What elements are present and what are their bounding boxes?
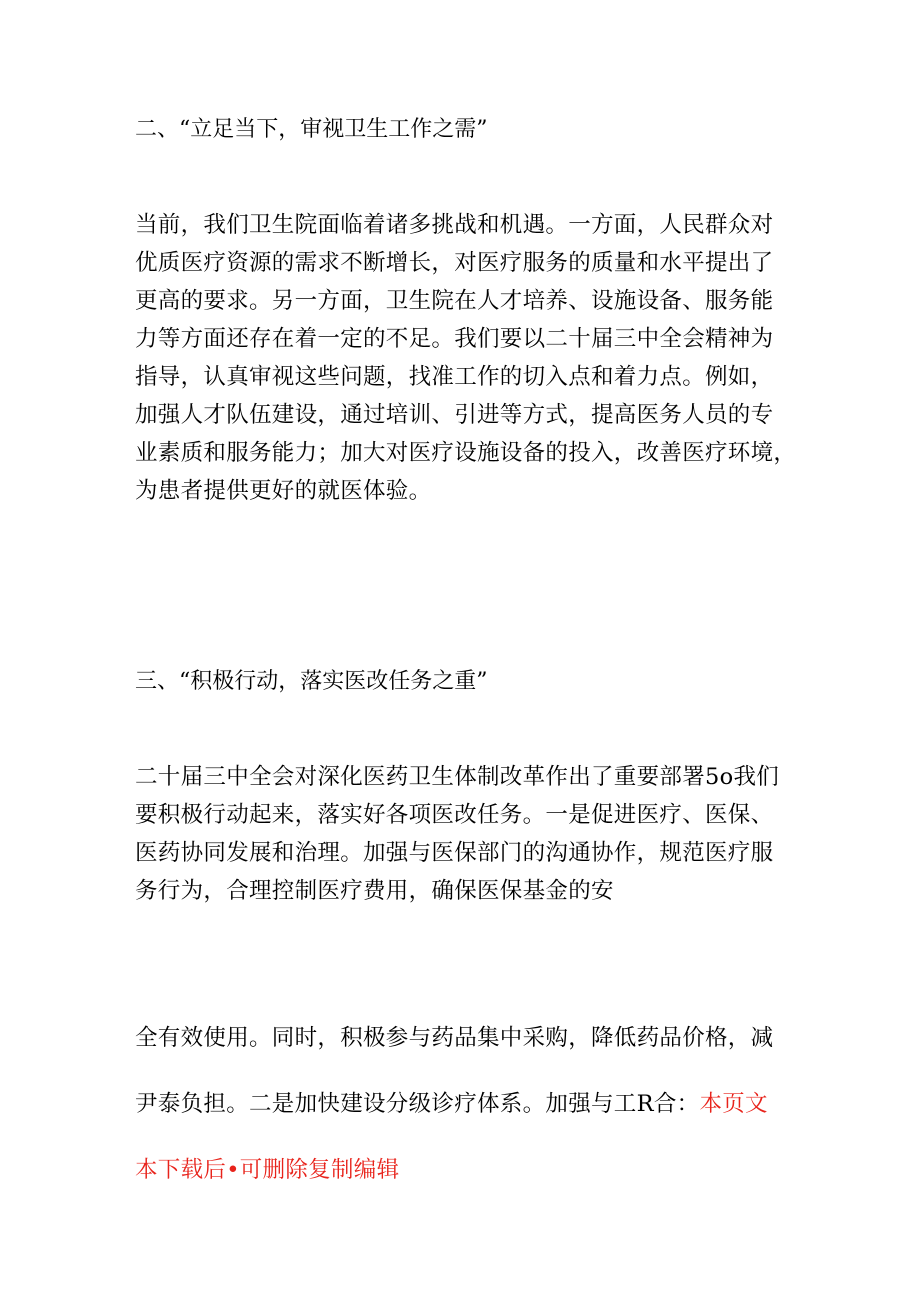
paragraph-line: 力等方面还存在着一定的不足。我们要以二十届三中全会精神为	[135, 326, 774, 352]
paragraph-line: 全有效使用。同时，积极参与药品集中采购，降低药品价格，减	[135, 1025, 774, 1051]
paragraph-line: 为患者提供更好的就医体验。	[135, 478, 432, 504]
section-heading-2: 二、“立足当下，审视卫生工作之需”	[135, 117, 488, 142]
paragraph-line: 要积极行动起来，落实好各项医改任务。一是促进医疗、医保、	[135, 802, 774, 828]
paragraph-line: 更高的要求。另一方面，卫生院在人才培养、设施设备、服务能	[135, 288, 774, 314]
paragraph-line: 加强人才队伍建设，通过培训、引进等方式，提高医务人员的专	[135, 402, 774, 428]
paragraph-line: 指导，认真审视这些问题，找准工作的切入点和着力点。例如，	[135, 364, 774, 390]
paragraph-line: 二十届三中全会对深化医药卫生体制改革作出了重要部署5o我们	[135, 764, 780, 790]
paragraph-line: 医药协同发展和治理。加强与医保部门的沟通协作，规范医疗服	[135, 840, 774, 866]
download-notice-text: 本页文	[699, 1091, 768, 1117]
paragraph-line: 当前，我们卫生院面临着诸多挑战和机遇。一方面，人民群众对	[135, 212, 774, 238]
section-heading-3: 三、“积极行动，落实医改任务之重”	[135, 669, 488, 694]
continuation-paragraph	[135, 1019, 800, 1217]
paragraph-line-with-notice	[135, 1085, 800, 1151]
paragraph-line: 优质医疗资源的需求不断增长，对医疗服务的质量和水平提出了	[135, 250, 774, 276]
download-notice-text: 本下载后•可删除复制编辑	[135, 1157, 400, 1183]
paragraph-line: 务行为，合理控制医疗费用，确保医保基金的安	[135, 878, 614, 904]
section-2-paragraph	[135, 206, 800, 510]
paragraph-line: 业素质和服务能力；加大对医疗设施设备的投入，改善医疗环境，	[135, 440, 797, 466]
paragraph-text: 尹泰负担。二是加快建设分级诊疗体系。加强与工R合：	[135, 1091, 700, 1117]
section-3-paragraph	[135, 758, 800, 910]
